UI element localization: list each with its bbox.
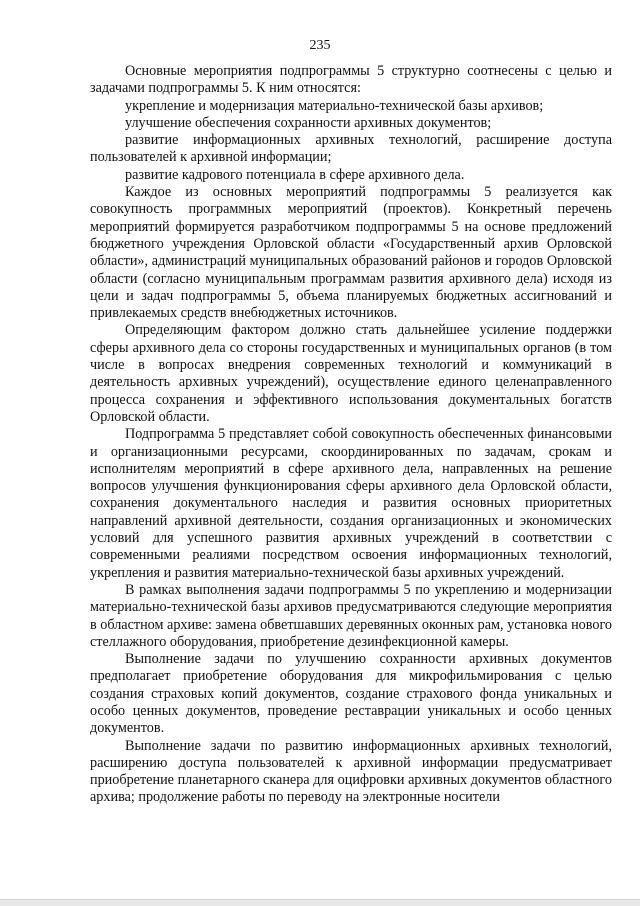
paragraph-intro: Основные мероприятия подпрограммы 5 структурно соотнесены с целью и задачами подпрограммы 5. К ним относятся: (90, 63, 612, 97)
paragraph-preservation-task: Выполнение задачи по улучшению сохранности архивных документов предполагает приобретение оборудования для микрофильмирования с целью создания страховых копий документов, создание страхового фонда уникальных и особо ценных документов, проведение реставрации уникальных и особо ценных документов. (90, 651, 612, 737)
page-number: 235 (309, 38, 331, 53)
paragraph-defining-factor: Определяющим фактором должно стать дальнейшее усиление поддержки сферы архивного дела со стороны государственных и муниципальных органов (в том числе в вопросах внедрения современных технологий и коммуникаций в деятельность архивных учреждений), осуществление единого целенаправленного процесса сохранения и эффективного использования документальных богатств Орловской области. (90, 322, 612, 425)
list-item-personnel: развитие кадрового потенциала в сфере архивного дела. (125, 166, 465, 183)
list-item-information-technologies: развитие информационных архивных технологий, расширение доступа пользователей к архивной информации; (90, 132, 612, 166)
document-body (90, 63, 612, 807)
list-item-preservation: улучшение обеспечения сохранности архивных документов; (125, 114, 492, 131)
paragraph-information-task: Выполнение задачи по развитию информационных архивных технологий, расширению доступа пользователей к архивной информации предусматривает приобретение планетарного сканера для оцифровки архивных документов областного архива; продолжение работы по переводу на электронные носители (90, 737, 612, 806)
paragraph-material-base-task: В рамках выполнения задачи подпрограммы 5 по укреплению и модернизации материально-технической базы архивов предусматриваются следующие мероприятия в областном архиве: замена обветшавших деревянных оконных рам, установка нового стеллажного оборудования, приобретение дезинфекционной камеры. (90, 581, 613, 650)
list-item-material-base: укрепление и модернизация материально-технической базы архивов; (125, 97, 544, 114)
paragraph-measures: Каждое из основных мероприятий подпрограммы 5 реализуется как совокупность программных мероприятий (проектов). Конкретный перечень мероприятий формируется разработчиком подпрограммы 5 на основе предложений бюджетного учреждения Орловской области «Государственный архив Орловской области», администраций муниципальных образований районов и городов Орловской области (согласно муниципальным программам развития архивного дела) исходя из цели и задач подпрограммы 5, объема планируемых бюджетных ассигнований и привлекаемых средств внебюджетных источников. (90, 184, 612, 322)
paragraph-subprogram-description: Подпрограмма 5 представляет собой совокупность обеспеченных финансовыми и организационными ресурсами, скоординированных по задачам, срокам и исполнителям мероприятий в сфере архивного дела, направленных на решение вопросов улучшения функционирования сферы архивного дела Орловской области, сохранения документального наследия и развития основных приоритетных направлений архивной деятельности, создания организационных и экономических условий для успешного развития архивных учреждений в соответствии с современными реалиями посредством освоения информационных технологий, укрепления и развития материально-технической базы архивных учреждений. (90, 426, 612, 581)
